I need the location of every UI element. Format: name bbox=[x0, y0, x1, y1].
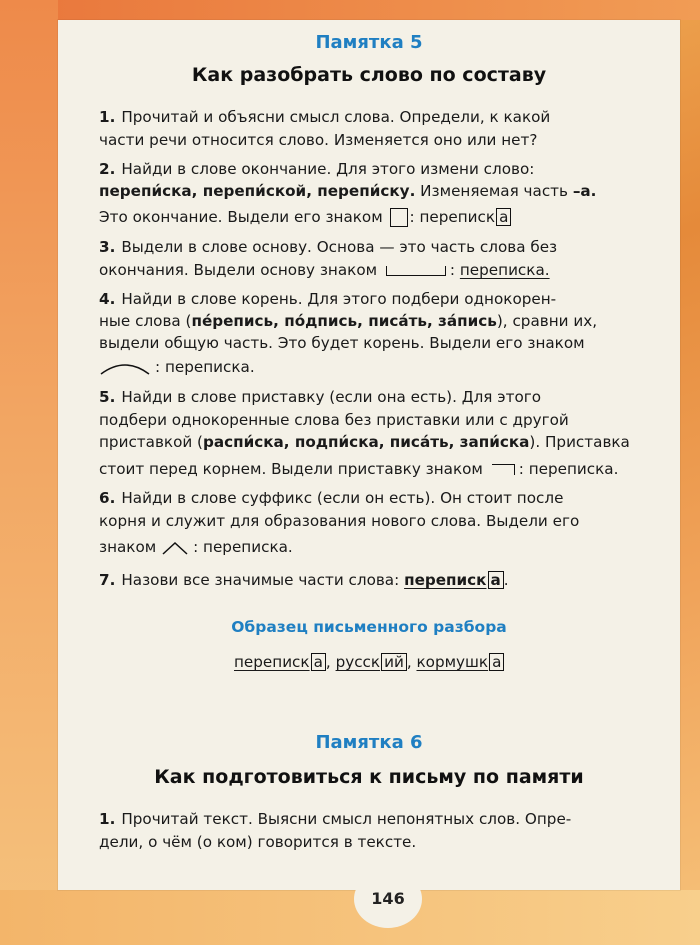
step3-example: переписка. bbox=[459, 261, 550, 279]
left-background-stripe bbox=[0, 0, 58, 945]
sample-2-ending: ий bbox=[381, 653, 407, 671]
step6-instruction: знаком bbox=[99, 538, 157, 556]
step5-text-start: приставкой ( bbox=[99, 433, 203, 451]
step3-text: Выдели в слове основу. Основа — это часть слова без bbox=[121, 238, 558, 256]
step5-number: 5. bbox=[99, 388, 116, 406]
step5-instruction: стоит перед корнем. Выдели приставку знаком bbox=[99, 460, 483, 478]
sample-1-stem: переписк bbox=[234, 653, 310, 671]
step6-line1 bbox=[99, 489, 679, 507]
step2-line3: Это окончание. Выдели его знаком : переписк а bbox=[99, 208, 679, 227]
step4-number: 4. bbox=[99, 290, 116, 308]
step5-line2: подбери однокоренные слова без приставки или с другой bbox=[99, 411, 569, 429]
step4-line2 bbox=[99, 312, 679, 330]
suffix-mark-icon bbox=[161, 541, 189, 555]
step5-line1 bbox=[99, 388, 679, 406]
prefix-mark-icon bbox=[492, 464, 515, 475]
sample-words-row: переписк а , русск ий , кормушк а bbox=[234, 653, 634, 671]
memo6-step1-line1 bbox=[99, 810, 679, 828]
step2-instruction: Это окончание. Выдели его знаком bbox=[99, 208, 383, 226]
step5-text: Найди в слове приставку (если она есть). Для этого bbox=[121, 388, 542, 406]
step2-example-ending: а bbox=[496, 208, 511, 226]
step7-example-stem: переписк bbox=[404, 571, 487, 589]
step4-text-end: ), сравни их, bbox=[496, 312, 598, 330]
step2-example-stem: переписк bbox=[419, 208, 496, 226]
step7-line bbox=[99, 571, 679, 589]
step6-line2: корня и служит для образования нового слова. Выдели его bbox=[99, 512, 580, 530]
sample-2-stem: русск bbox=[335, 653, 381, 671]
step5-related-words: распи́ска, подпи́ска, писа́ть, запи́ска bbox=[202, 433, 530, 451]
memo5-heading: Памятка 5 bbox=[315, 32, 423, 53]
ending-box-icon bbox=[390, 208, 408, 227]
step5-line3 bbox=[99, 433, 679, 451]
step4-text-start: ные слова ( bbox=[99, 312, 192, 330]
memo6-heading: Памятка 6 bbox=[315, 732, 423, 753]
memo6-title: Как подготовиться к письму по памяти bbox=[154, 766, 584, 788]
step1-text: Прочитай и объясни смысл слова. Определи, к какой bbox=[121, 108, 551, 126]
memo6-step1-text: Прочитай текст. Выясни смысл непонятных слов. Опре- bbox=[121, 810, 572, 828]
base-bracket-icon bbox=[386, 266, 446, 276]
step4-line3: выдели общую часть. Это будет корень. Выдели его знаком bbox=[99, 334, 585, 352]
step4-line1 bbox=[99, 290, 679, 308]
step5-line4: стоит перед корнем. Выдели приставку знаком : переписка. bbox=[99, 460, 619, 478]
step4-related-words: пе́репись, по́дпись, писа́ть, за́пись bbox=[191, 312, 497, 330]
step3-line1 bbox=[99, 238, 679, 256]
memo5-title: Как разобрать слово по составу bbox=[191, 64, 547, 86]
step1-line1 bbox=[99, 108, 679, 126]
footer-background bbox=[0, 890, 700, 945]
step6-text: Найди в слове суффикс (если он есть). Он стоит после bbox=[121, 489, 564, 507]
textbook-page bbox=[58, 20, 680, 890]
step6-line3: знаком : переписка. bbox=[99, 538, 293, 556]
root-arc-icon bbox=[99, 360, 151, 376]
step5-text-end: ). Приставка bbox=[529, 433, 630, 451]
step6-example: переписка. bbox=[203, 538, 293, 556]
step4-line4: : переписка. bbox=[99, 358, 679, 376]
step3-line2: окончания. Выдели основу знаком : переписка. bbox=[99, 261, 550, 279]
step1-line2: части речи относится слово. Изменяется оно или нет? bbox=[99, 131, 538, 149]
sample-3-ending: а bbox=[489, 653, 504, 671]
step2-text: Найди в слове окончание. Для этого измени слово: bbox=[121, 160, 535, 178]
memo6-step1-number: 1. bbox=[99, 810, 116, 828]
sample-3-stem: кормушк bbox=[416, 653, 489, 671]
step1-number: 1. bbox=[99, 108, 116, 126]
sample-heading: Образец письменного разбора bbox=[231, 618, 507, 636]
step3-number: 3. bbox=[99, 238, 116, 256]
step2-number: 2. bbox=[99, 160, 116, 178]
page-number: 146 bbox=[354, 870, 422, 928]
step2-word-forms: перепи́ска, перепи́ской, перепи́ску. bbox=[99, 182, 416, 200]
step5-example: переписка. bbox=[528, 460, 619, 478]
step7-number: 7. bbox=[99, 571, 116, 589]
step2-line1 bbox=[99, 160, 679, 178]
step7-dot: . bbox=[503, 571, 509, 589]
memo6-step1-line2: дели, о чём (о ком) говорится в тексте. bbox=[99, 833, 417, 851]
step2-line2 bbox=[99, 182, 679, 200]
step4-text: Найди в слове корень. Для этого подбери однокорен- bbox=[121, 290, 557, 308]
step6-number: 6. bbox=[99, 489, 116, 507]
sample-1-ending: а bbox=[311, 653, 326, 671]
top-background-stripe bbox=[0, 0, 700, 20]
step2-ending-label: –а. bbox=[572, 182, 597, 200]
step3-instruction: окончания. Выдели основу знаком bbox=[99, 261, 378, 279]
step7-example-ending: а bbox=[488, 571, 504, 589]
step7-text: Назови все значимые части слова: bbox=[121, 571, 400, 589]
step4-example: переписка. bbox=[164, 358, 255, 376]
step2-tail: Изменяемая часть bbox=[420, 182, 568, 200]
